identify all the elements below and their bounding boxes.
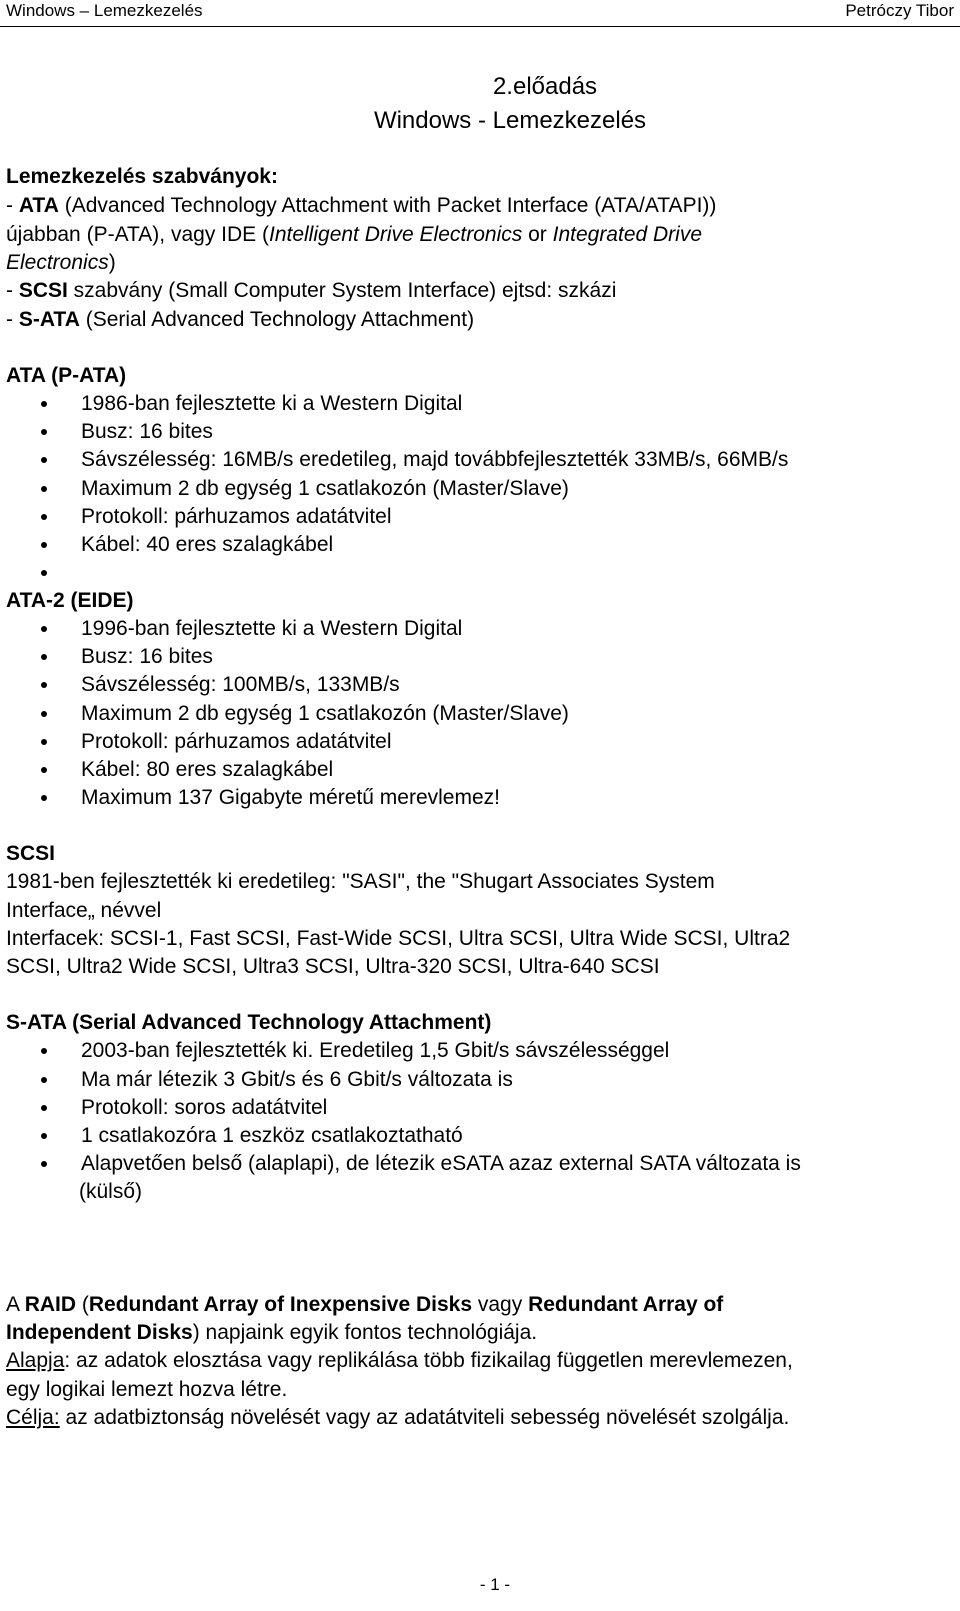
raid-expansion-alt: Independent Disks: [6, 1321, 193, 1344]
scsi-text-line: 1981-ben fejlesztették ki eredetileg: "SASI", the "Shugart Associates System: [6, 870, 715, 893]
sata-heading: S-ATA (Serial Advanced Technology Attachment): [6, 1011, 492, 1034]
bullet-icon: [41, 739, 47, 745]
list-item-text: Kábel: 40 eres szalagkábel: [81, 533, 334, 556]
list-item-text: 2003-ban fejlesztették ki. Eredetileg 1,5 Gbit/s sávszélességgel: [81, 1039, 670, 1062]
ata-term: ATA: [18, 194, 59, 217]
bullet-icon: [41, 795, 47, 801]
scsi-term: SCSI: [18, 279, 68, 302]
ata-description: (Advanced Technology Attachment with Packet Interface (ATA/ATAPI)): [58, 194, 717, 217]
raid-line-1: [6, 1292, 723, 1317]
list-item-text: Alapvetően belső (alaplapi), de létezik eSATA azaz external SATA változata is: [81, 1152, 801, 1175]
raid-term: RAID: [24, 1293, 77, 1316]
raid-expansion: Redundant Array of Inexpensive Disks: [88, 1293, 473, 1316]
text: A: [6, 1293, 25, 1316]
bullet-icon: [41, 1048, 47, 1054]
basis-text: : az adatok elosztása vagy replikálása több fizikailag független merevlemezen,: [64, 1349, 793, 1372]
goal-text: az adatbiztonság növelését vagy az adatátviteli sebesség növelését szolgálja.: [59, 1406, 790, 1429]
standards-sata-line: [6, 307, 474, 332]
sata-term: S-ATA: [18, 308, 80, 331]
list-item-text: 1996-ban fejlesztette ki a Western Digital: [81, 617, 463, 640]
bullet-icon: [41, 711, 47, 717]
list-item-text: Protokoll: soros adatátvitel: [81, 1096, 328, 1119]
page-number: - 1 -: [479, 1575, 511, 1594]
basis-label: Alapja: [6, 1349, 65, 1372]
raid-basis-line-2: egy logikai lemezt hozva létre.: [6, 1378, 288, 1401]
pata-heading: ATA (P-ATA): [6, 364, 127, 387]
bullet-icon: [41, 682, 47, 688]
italic-text: Intelligent Drive Electronics: [268, 223, 523, 246]
raid-goal-line: [6, 1405, 789, 1430]
list-item-text: Sávszélesség: 100MB/s, 133MB/s: [81, 673, 400, 696]
standards-ata-line: [6, 193, 716, 218]
bullet-icon: [41, 570, 47, 576]
list-item-text: 1 csatlakozóra 1 eszköz csatlakoztatható: [81, 1124, 463, 1147]
text: (: [76, 1293, 89, 1316]
bullet-icon: [41, 429, 47, 435]
header-rule: [0, 26, 960, 27]
standards-ata-line-3: [6, 250, 116, 275]
list-item-text: Kábel: 80 eres szalagkábel: [81, 758, 334, 781]
page-header: [0, 0, 960, 26]
dash: -: [6, 279, 19, 302]
italic-text: Electronics: [6, 251, 109, 274]
bullet-icon: [41, 654, 47, 660]
goal-label: Célja:: [6, 1406, 60, 1429]
scsi-description: szabvány (Small Computer System Interface) ejtsd: szkázi: [67, 279, 617, 302]
scsi-text-line: Interfacek: SCSI-1, Fast SCSI, Fast-Wide SCSI, Ultra SCSI, Ultra Wide SCSI, Ultra2: [6, 927, 791, 950]
raid-expansion-alt: Redundant Array of: [528, 1293, 724, 1316]
list-item-text: Protokoll: párhuzamos adatátvitel: [81, 505, 392, 528]
document-title: Windows - Lemezkezelés: [373, 107, 647, 134]
bullet-icon: [41, 542, 47, 548]
list-item-text: Maximum 137 Gigabyte méretű merevlemez!: [81, 786, 500, 809]
scsi-text-line: Interface„ névvel: [6, 899, 162, 922]
list-item-text: Busz: 16 bites: [81, 420, 213, 443]
lecture-number: 2.előadás: [492, 73, 598, 100]
sata-description: (Serial Advanced Technology Attachment): [79, 308, 475, 331]
text: újabban (P-ATA), vagy IDE (: [6, 223, 269, 246]
list-item-text: Ma már létezik 3 Gbit/s és 6 Gbit/s változata is: [81, 1068, 513, 1091]
list-item-text: Maximum 2 db egység 1 csatlakozón (Master/Slave): [81, 702, 569, 725]
header-author: Petróczy Tibor: [845, 1, 954, 20]
standards-heading: Lemezkezelés szabványok:: [6, 165, 278, 188]
list-item-text: Protokoll: párhuzamos adatátvitel: [81, 730, 392, 753]
standards-ata-line-2: [6, 222, 702, 247]
dash: -: [6, 308, 19, 331]
text: ) napjaink egyik fontos technológiája.: [192, 1321, 538, 1344]
bullet-icon: [41, 767, 47, 773]
bullet-icon: [41, 1077, 47, 1083]
list-item-continuation: (külső): [79, 1180, 143, 1203]
header-title: Windows – Lemezkezelés: [6, 1, 203, 20]
bullet-icon: [41, 401, 47, 407]
ata2-heading: ATA-2 (EIDE): [6, 589, 134, 612]
bullet-icon: [41, 1105, 47, 1111]
dash: -: [6, 194, 19, 217]
list-item-text: Sávszélesség: 16MB/s eredetileg, majd továbbfejlesztették 33MB/s, 66MB/s: [81, 448, 789, 471]
scsi-heading: SCSI: [6, 842, 56, 865]
list-item-text: Maximum 2 db egység 1 csatlakozón (Master/Slave): [81, 477, 569, 500]
standards-scsi-line: [6, 278, 616, 303]
bullet-icon: [41, 457, 47, 463]
bullet-icon: [41, 514, 47, 520]
raid-basis-line: [6, 1348, 793, 1373]
scsi-text-line: SCSI, Ultra2 Wide SCSI, Ultra3 SCSI, Ultra-320 SCSI, Ultra-640 SCSI: [6, 955, 660, 978]
text: ): [108, 251, 116, 274]
bullet-icon: [41, 626, 47, 632]
bullet-icon: [41, 1133, 47, 1139]
list-item-text: Busz: 16 bites: [81, 645, 213, 668]
italic-text: Integrated Drive: [552, 223, 703, 246]
bullet-icon: [41, 1161, 47, 1167]
text: or: [522, 223, 553, 246]
bullet-icon: [41, 486, 47, 492]
list-item-text: 1986-ban fejlesztette ki a Western Digital: [81, 392, 463, 415]
text: vagy: [472, 1293, 529, 1316]
raid-line-2: [6, 1320, 537, 1345]
